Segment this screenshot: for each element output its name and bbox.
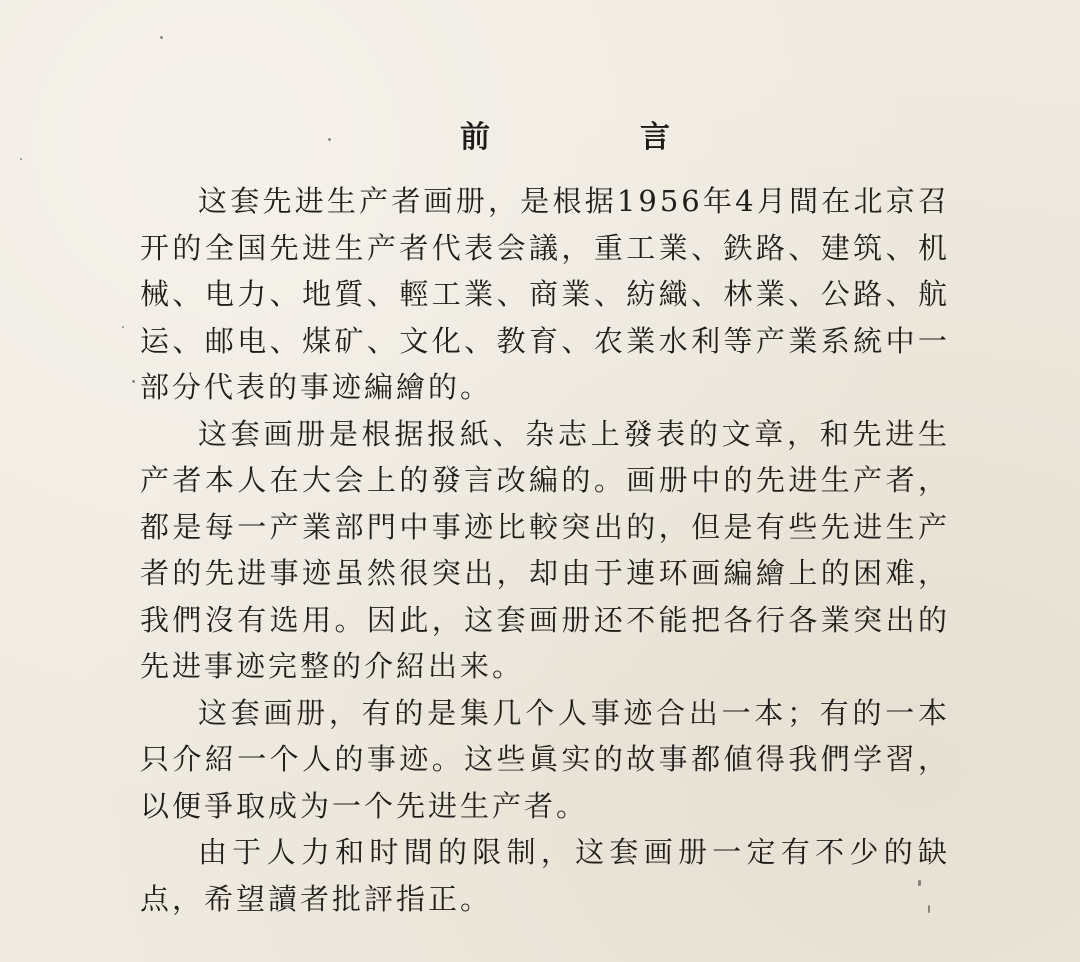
print-speck xyxy=(160,36,163,39)
paragraph: 这套画册，有的是集几个人事迹合出一本；有的一本只介紹一个人的事迹。这些眞实的故事都値得我們学習，以便爭取成为一个先进生产者。 xyxy=(140,695,950,823)
print-speck xyxy=(122,326,124,328)
title-char: 言 xyxy=(640,120,670,155)
print-speck xyxy=(132,380,135,383)
paragraph: 这套画册是根据报紙、杂志上發表的文章，和先进生产者本人在大会上的發言改編的。画册中的先进生产者，都是每一产業部門中事迹比較突出的，但是有些先进生产者的先进事迹虽然很突出，却由于連环画編繪上的困难，我們沒有选用。因此，这套画册还不能把各行各業突出的先进事迹完整的介紹出来。 xyxy=(140,416,950,683)
preface-body xyxy=(140,178,950,922)
print-speck xyxy=(20,158,22,160)
title-char: 前 xyxy=(460,120,490,155)
page-title xyxy=(460,112,670,156)
paragraph: 这套先进生产者画册，是根据1956年4月間在北京召开的全国先进生产者代表会議，重工業、鉄路、建筑、机械、电力、地質、輕工業、商業、紡織、林業、公路、航运、邮电、煤矿、文化、教育、农業水利等产業系統中一部分代表的事迹編繪的。 xyxy=(140,184,950,404)
paragraph: 由于人力和时間的限制，这套画册一定有不少的缺点，希望讀者批評指正。 xyxy=(140,835,950,916)
print-speck xyxy=(328,138,331,141)
